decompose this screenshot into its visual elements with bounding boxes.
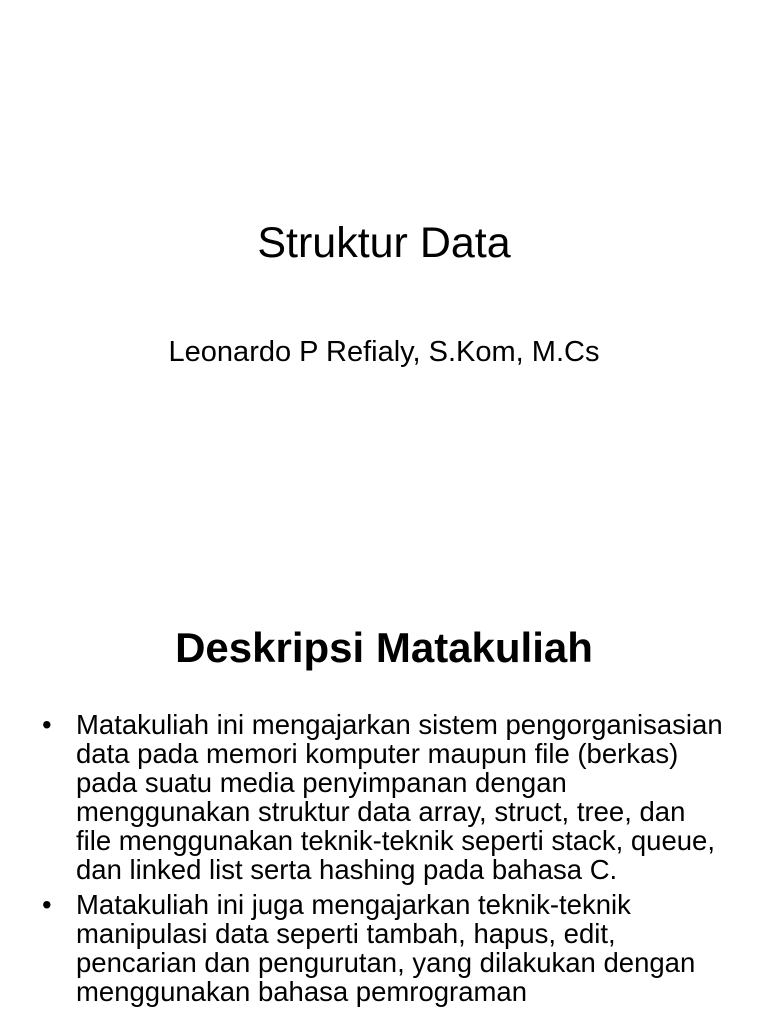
description-title: Deskripsi Matakuliah (175, 624, 593, 671)
bullet-item (0, 710, 768, 884)
bullet-text: Matakuliah ini mengajarkan sistem pengorganisasian data pada memori komputer maupun file (berkas) pada suatu media penyimpanan dengan menggunakan struktur data array, struct, tree, dan file menggunakan teknik-teknik seperti stack, queue, dan linked list serta hashing pada bahasa C. (76, 709, 723, 885)
bullet-point-icon: • (42, 709, 52, 740)
description-bullet-list (0, 710, 768, 1012)
bullet-item (0, 890, 768, 1006)
bullet-point-icon: • (42, 889, 52, 920)
author-subtitle: Leonardo P Refialy, S.Kom, M.Cs (168, 336, 600, 368)
description-slide (0, 576, 768, 1024)
bullet-text: Matakuliah ini juga mengajarkan teknik-teknik manipulasi data seperti tambah, hapus, edit, pencarian dan pengurutan, yang dilakukan dengan menggunakan bahasa pemrograman (76, 889, 696, 1007)
slide-title: Struktur Data (257, 219, 511, 267)
